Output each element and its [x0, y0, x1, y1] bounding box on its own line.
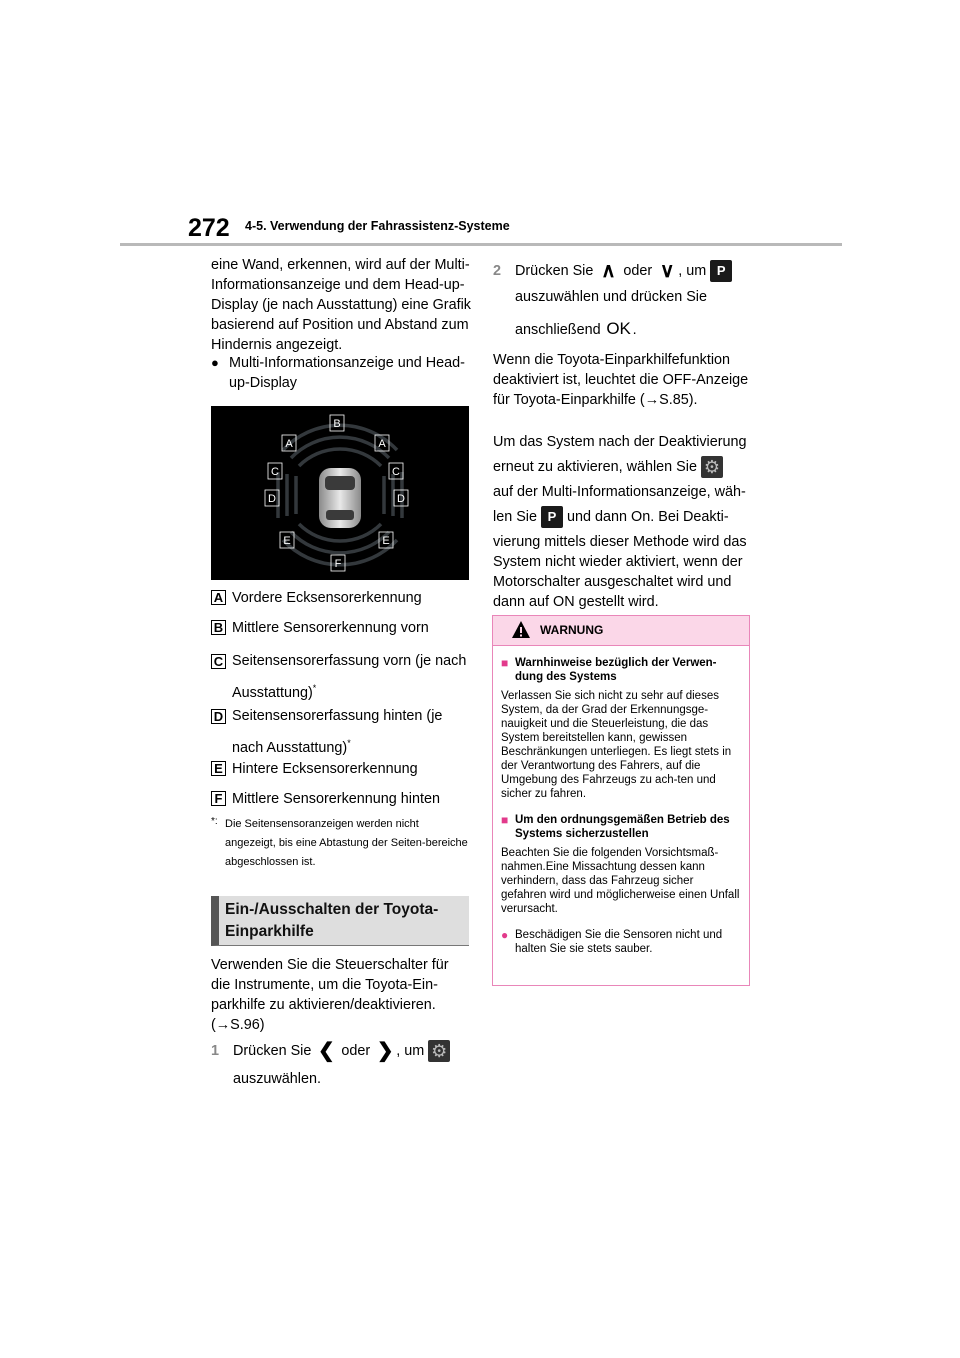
svg-text:E: E: [283, 535, 291, 547]
reactivate-line: Um das System nach der Deaktivierung: [493, 434, 747, 450]
footnote-star: *: [312, 683, 317, 693]
warning-header: [493, 616, 749, 646]
step-text: Drücken Sie: [233, 1043, 312, 1059]
header-divider: [120, 243, 842, 246]
chapter-title: 4-5. Verwendung der Fahrassistenz-Systeme: [245, 219, 510, 233]
reactivate-line: auf der Multi-Informationsanzeige, wäh-: [493, 484, 746, 500]
legend-item-a: [211, 588, 471, 608]
page-number: 272: [188, 214, 230, 242]
parking-sensor-icon: P: [541, 506, 563, 528]
step-text: auszuwählen und drücken Sie: [515, 289, 708, 306]
svg-text:D: D: [268, 493, 276, 505]
footnote-text: Die Seitensensoranzeigen werden nicht angezeigt, bis eine Abtastung der Seiten-bereiche abgeschlossen ist.: [225, 818, 468, 868]
warning-triangle-icon: [511, 620, 531, 639]
chevron-up-icon: ∧: [601, 260, 616, 283]
svg-text:E: E: [382, 535, 390, 547]
bullet-display: [211, 353, 471, 393]
reactivate-line: und dann On. Bei Deakti-: [567, 509, 729, 525]
legend-badge: A: [211, 590, 226, 605]
gear-icon: ⚙: [701, 456, 723, 478]
svg-text:B: B: [333, 418, 341, 430]
warning-body: [493, 646, 749, 956]
step-text: , um: [678, 263, 707, 279]
legend-badge: E: [211, 761, 226, 776]
footnote: [211, 815, 471, 872]
square-bullet-icon: ■: [501, 656, 509, 670]
warning-subheading: [501, 656, 741, 684]
chevron-right-icon: ❯: [376, 1040, 394, 1063]
legend-text: Hintere Ecksensorerkennung: [232, 761, 418, 777]
gear-icon: ⚙: [428, 1040, 450, 1062]
legend-text: Mittlere Sensorerkennung hinten: [232, 791, 440, 807]
step-2: [493, 258, 753, 343]
instruction-paragraph: Verwenden Sie die Steuerschalter für die Instrumente, um die Toyota-Ein-parkhilfe zu aktivieren/deaktivieren. (→S.96): [211, 957, 449, 1033]
step-text: Drücken Sie: [515, 263, 594, 279]
reactivate-paragraph: [493, 430, 755, 612]
reactivate-line: vierung mittels dieser Methode wird das System nicht wieder aktiviert, wenn der Motorschalter ausgeschaltet wird und dann auf ON gestellt wird.: [493, 534, 747, 610]
step-text: oder: [341, 1043, 371, 1059]
step-text: auszuwählen.: [233, 1071, 322, 1088]
svg-text:C: C: [392, 466, 400, 478]
svg-text:A: A: [378, 438, 386, 450]
step-text: , um: [396, 1043, 425, 1059]
car-icon: [319, 468, 361, 528]
footnote-star: *: [347, 738, 351, 748]
legend-badge: C: [211, 654, 226, 669]
step-1: [211, 1040, 471, 1090]
warning-subheading-text: Warnhinweise bezüglich der Verwen-dung des Systems: [515, 657, 717, 683]
reactivate-line: erneut zu aktivieren, wählen Sie: [493, 459, 697, 475]
square-bullet-icon: ■: [501, 813, 509, 827]
bullet-display-text: Multi-Informationsanzeige und Head-up-Display: [229, 355, 465, 391]
status-paragraph: Wenn die Toyota-Einparkhilfefunktion deaktiviert ist, leuchtet die OFF-Anzeige für Toyota-Einparkhilfe (→S.85).: [493, 352, 749, 408]
warning-bullet: [501, 928, 741, 956]
svg-text:F: F: [334, 558, 342, 570]
svg-text:C: C: [271, 466, 279, 478]
bullet-dot-icon: ●: [211, 355, 219, 370]
legend-text: Mittlere Sensorerkennung vorn: [232, 620, 429, 636]
step-text: .: [632, 322, 637, 339]
reactivate-line: len Sie: [493, 509, 538, 525]
legend-text: Seitensensorerfassung hinten (je nach Ausstattung): [232, 708, 443, 756]
svg-text:D: D: [397, 493, 405, 505]
svg-text:A: A: [285, 438, 293, 450]
warning-title: WARNUNG: [540, 623, 604, 637]
section-heading: Ein-/Ausschalten der Toyota-Einparkhilfe: [211, 896, 469, 946]
sensor-display-figure: [211, 406, 469, 580]
step-text: anschließend: [515, 322, 601, 339]
footnote-mark: *:: [211, 816, 218, 827]
warning-subheading: [501, 813, 741, 841]
step-number: 2: [493, 263, 502, 279]
legend-item-e: [211, 759, 471, 779]
warning-bullet-text: Beschädigen Sie die Sensoren nicht und halten Sie sie stets sauber.: [515, 929, 723, 955]
legend-item-c: [211, 648, 471, 707]
legend-text: Seitensensorerfassung vorn (je nach Ausstattung): [232, 653, 467, 701]
chevron-down-icon: ∨: [659, 260, 675, 283]
parking-sensor-icon: P: [710, 260, 732, 282]
warning-text: Beachten Sie die folgenden Vorsichtsmaß-nahmen.Eine Missachtung dessen kann verhindern, dass das Fahrzeug sicher gefahren wird und möglicherweise einen Unfall verursacht.: [501, 847, 740, 915]
legend-badge: F: [211, 791, 226, 806]
legend-item-d: [211, 703, 471, 762]
step-number: 1: [211, 1043, 220, 1059]
chevron-left-icon: ❮: [318, 1040, 335, 1063]
step-text: oder: [623, 263, 653, 279]
legend-badge: D: [211, 709, 226, 724]
legend-item-b: [211, 618, 471, 638]
bullet-dot-icon: ●: [501, 928, 509, 942]
legend-badge: B: [211, 620, 226, 635]
legend-text: Vordere Ecksensorerkennung: [232, 590, 422, 606]
ok-icon: OK: [606, 319, 631, 339]
warning-subheading-text: Um den ordnungsgemäßen Betrieb des Systems sicherzustellen: [515, 814, 730, 840]
warning-box: [492, 615, 750, 986]
warning-text: Verlassen Sie sich nicht zu sehr auf dieses System, da der Grad der Erkennungsge-nauigkeit und die Steuerleistung, die das System bereitstellen kann, gewissen Beschränkungen unterliegen. Es liegt stets in der Verantwortung des Fahrers, auf die Umgebung des Fahrzeugs zu ach-ten und sicher zu fahren.: [501, 690, 732, 800]
intro-paragraph: eine Wand, erkennen, wird auf der Multi-Informationsanzeige und dem Head-up-Display (je nach Ausstattung) eine Grafik basierend auf Position und Abstand zum Hindernis angezeigt.: [211, 257, 471, 353]
legend-item-f: [211, 789, 471, 809]
